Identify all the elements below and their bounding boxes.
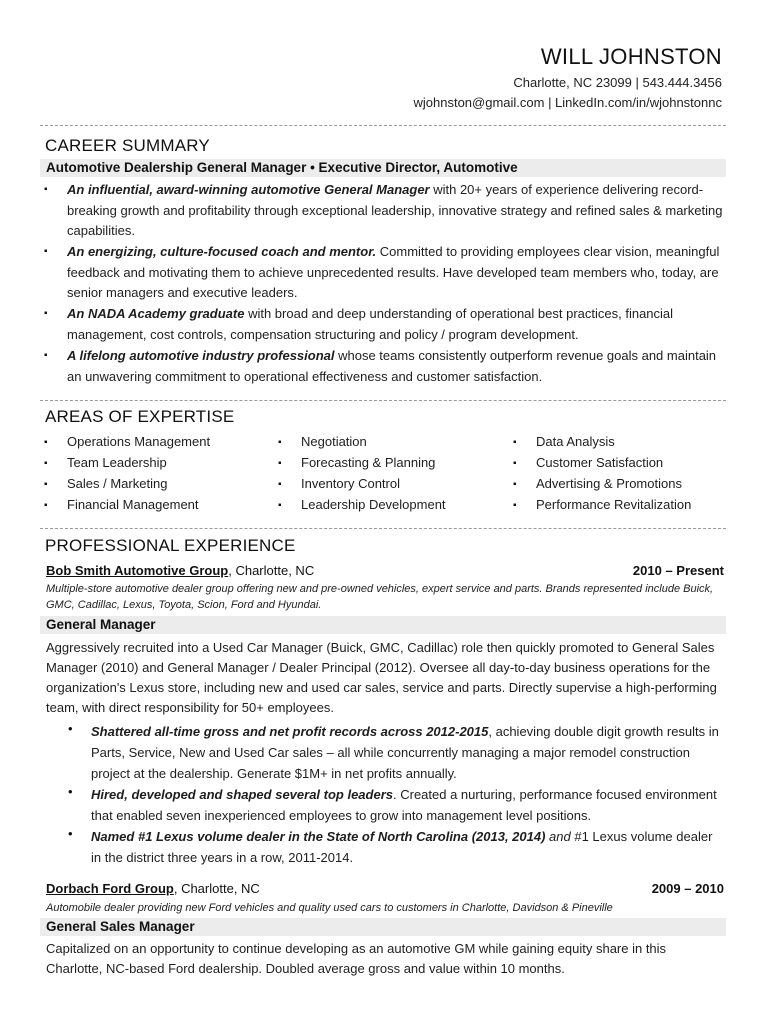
expertise-heading: AREAS OF EXPERTISE <box>45 407 235 426</box>
achievement-lead: Shattered all-time gross and net profit records across 2012-2015 <box>91 724 489 739</box>
expertise-item: Team Leadership <box>67 455 167 470</box>
summary-item-text: with broad and deep understanding of operational best practices, financial management, cost controls, compensation structuring and policy / program development. <box>67 306 674 342</box>
achievement-connector: and <box>545 829 571 844</box>
summary-item-lead: An influential, award-winning automotive General Manager <box>67 182 430 197</box>
bullet-icon: ▪ <box>44 246 48 257</box>
expertise-item: Operations Management <box>67 434 211 449</box>
achievement-lead: Hired, developed and shaped several top leaders <box>91 787 393 802</box>
expertise-item: Performance Revitalization <box>536 497 692 512</box>
job-dates: 2009 – 2010 <box>651 881 724 896</box>
bullet-icon: ▪ <box>278 479 282 490</box>
achievement-item <box>91 826 726 868</box>
job-summary: Capitalized on an opportunity to continue developing as an automotive GM while gaining equity share in this Charlotte, NC-based Ford dealership. Doubled average gross and value within 10 months. <box>46 941 667 976</box>
company-location: , Charlotte, NC <box>228 563 315 578</box>
section-divider <box>40 400 726 401</box>
achievement-text: #1 Lexus volume dealer in the district three years in a row, 2011-2014. <box>91 829 713 865</box>
expertise-item: Negotiation <box>301 434 367 449</box>
job-summary: Aggressively recruited into a Used Car Manager (Buick, GMC, Cadillac) role then quickly promoted to General Sales Manager (2010) and General Manager / Dealer Principal (2012). Oversee all day-to-day business operations for the organization's Lexus store, including new and used car sales, service and parts. Directly supervise a high-performing team, with direct responsibility for 50+ employees. <box>46 640 717 715</box>
summary-item-lead: An NADA Academy graduate <box>67 306 245 321</box>
bullet-icon: ▪ <box>44 437 48 448</box>
bullet-icon: ▪ <box>278 458 282 469</box>
company-name: Dorbach Ford Group <box>46 881 174 896</box>
bullet-icon: ▪ <box>513 437 517 448</box>
expertise-item: Sales / Marketing <box>67 476 168 491</box>
experience-heading: PROFESSIONAL EXPERIENCE <box>45 536 296 555</box>
bullet-icon: ▪ <box>44 350 48 361</box>
company-name: Bob Smith Automotive Group <box>46 563 229 578</box>
section-divider <box>40 528 726 529</box>
expertise-item: Customer Satisfaction <box>536 455 664 470</box>
expertise-item: Data Analysis <box>536 434 615 449</box>
summary-item-lead: A lifelong automotive industry professional <box>67 348 335 363</box>
summary-item <box>67 346 727 387</box>
summary-item-text: whose teams consistently outperform revenue goals and maintain an unwavering commitment to operational effectiveness and customer satisfaction. <box>67 348 717 384</box>
bullet-icon: ▪ <box>44 184 48 195</box>
bullet-icon: ▪ <box>44 479 48 490</box>
job-company-line <box>46 563 314 578</box>
section-divider <box>40 125 726 126</box>
bullet-icon: ▪ <box>513 458 517 469</box>
achievement-item <box>91 721 726 784</box>
summary-item <box>67 180 727 242</box>
candidate-name: WILL JOHNSTON <box>540 44 722 69</box>
bullet-icon: ▪ <box>278 500 282 511</box>
summary-item <box>67 242 727 304</box>
company-location: , Charlotte, NC <box>173 881 260 896</box>
expertise-item: Forecasting & Planning <box>301 455 436 470</box>
bullet-icon: • <box>68 721 73 736</box>
contact-email-linkedin: wjohnston@gmail.com | LinkedIn.com/in/wjohnstonnc <box>413 95 722 110</box>
company-description: Automobile dealer providing new Ford vehicles and quality used cars to customers in Charlotte, Davidson & Pineville <box>46 902 613 914</box>
expertise-item: Financial Management <box>67 497 199 512</box>
bullet-icon: • <box>68 826 73 841</box>
bullet-icon: ▪ <box>44 458 48 469</box>
summary-item-text: Committed to providing employees clear vision, meaningful feedback and motivating them to achieve unprecedented results. Have developed team members who, today, are senior managers and executive leaders. <box>67 244 720 301</box>
bullet-icon: ▪ <box>278 437 282 448</box>
bullet-icon: ▪ <box>44 500 48 511</box>
summary-item-lead: An energizing, culture-focused coach and mentor. <box>67 244 377 259</box>
bullet-icon: ▪ <box>44 308 48 319</box>
career-summary-heading: CAREER SUMMARY <box>45 136 210 155</box>
job-role: General Sales Manager <box>46 919 195 934</box>
career-headline: Automotive Dealership General Manager • Executive Director, Automotive <box>46 160 518 175</box>
expertise-item: Leadership Development <box>301 497 446 512</box>
bullet-icon: • <box>68 784 73 799</box>
company-description: Multiple-store automotive dealer group offering new and pre-owned vehicles, expert service and parts. Brands represented include Buick, GMC, Cadillac, Lexus, Toyota, Scion, Ford and Hyundai. <box>46 583 714 611</box>
bullet-icon: ▪ <box>513 500 517 511</box>
bullet-icon: ▪ <box>513 479 517 490</box>
achievement-item <box>91 784 726 826</box>
expertise-item: Inventory Control <box>301 476 400 491</box>
achievement-lead: Named #1 Lexus volume dealer in the State of North Carolina (2013, 2014) <box>91 829 546 844</box>
contact-location-phone: Charlotte, NC 23099 | 543.444.3456 <box>513 75 722 90</box>
expertise-item: Advertising & Promotions <box>536 476 682 491</box>
job-company-line <box>46 881 260 896</box>
job-role: General Manager <box>46 617 156 632</box>
summary-item <box>67 304 727 345</box>
achievement-text: . Created a nurturing, performance focused environment that enabled seven inexperienced employees to grow into management level positions. <box>91 787 717 823</box>
job-dates: 2010 – Present <box>632 563 724 578</box>
achievement-text: , achieving double digit growth results in Parts, Service, New and Used Car sales – all while concurrently managing a major remodel construction project at the dealership. Generate $1M+ in net profits annually. <box>91 724 719 781</box>
summary-item-text: with 20+ years of experience delivering record-breaking growth and profitability through exceptional leadership, innovative strategy and refined sales & marketing capabilities. <box>67 182 723 239</box>
